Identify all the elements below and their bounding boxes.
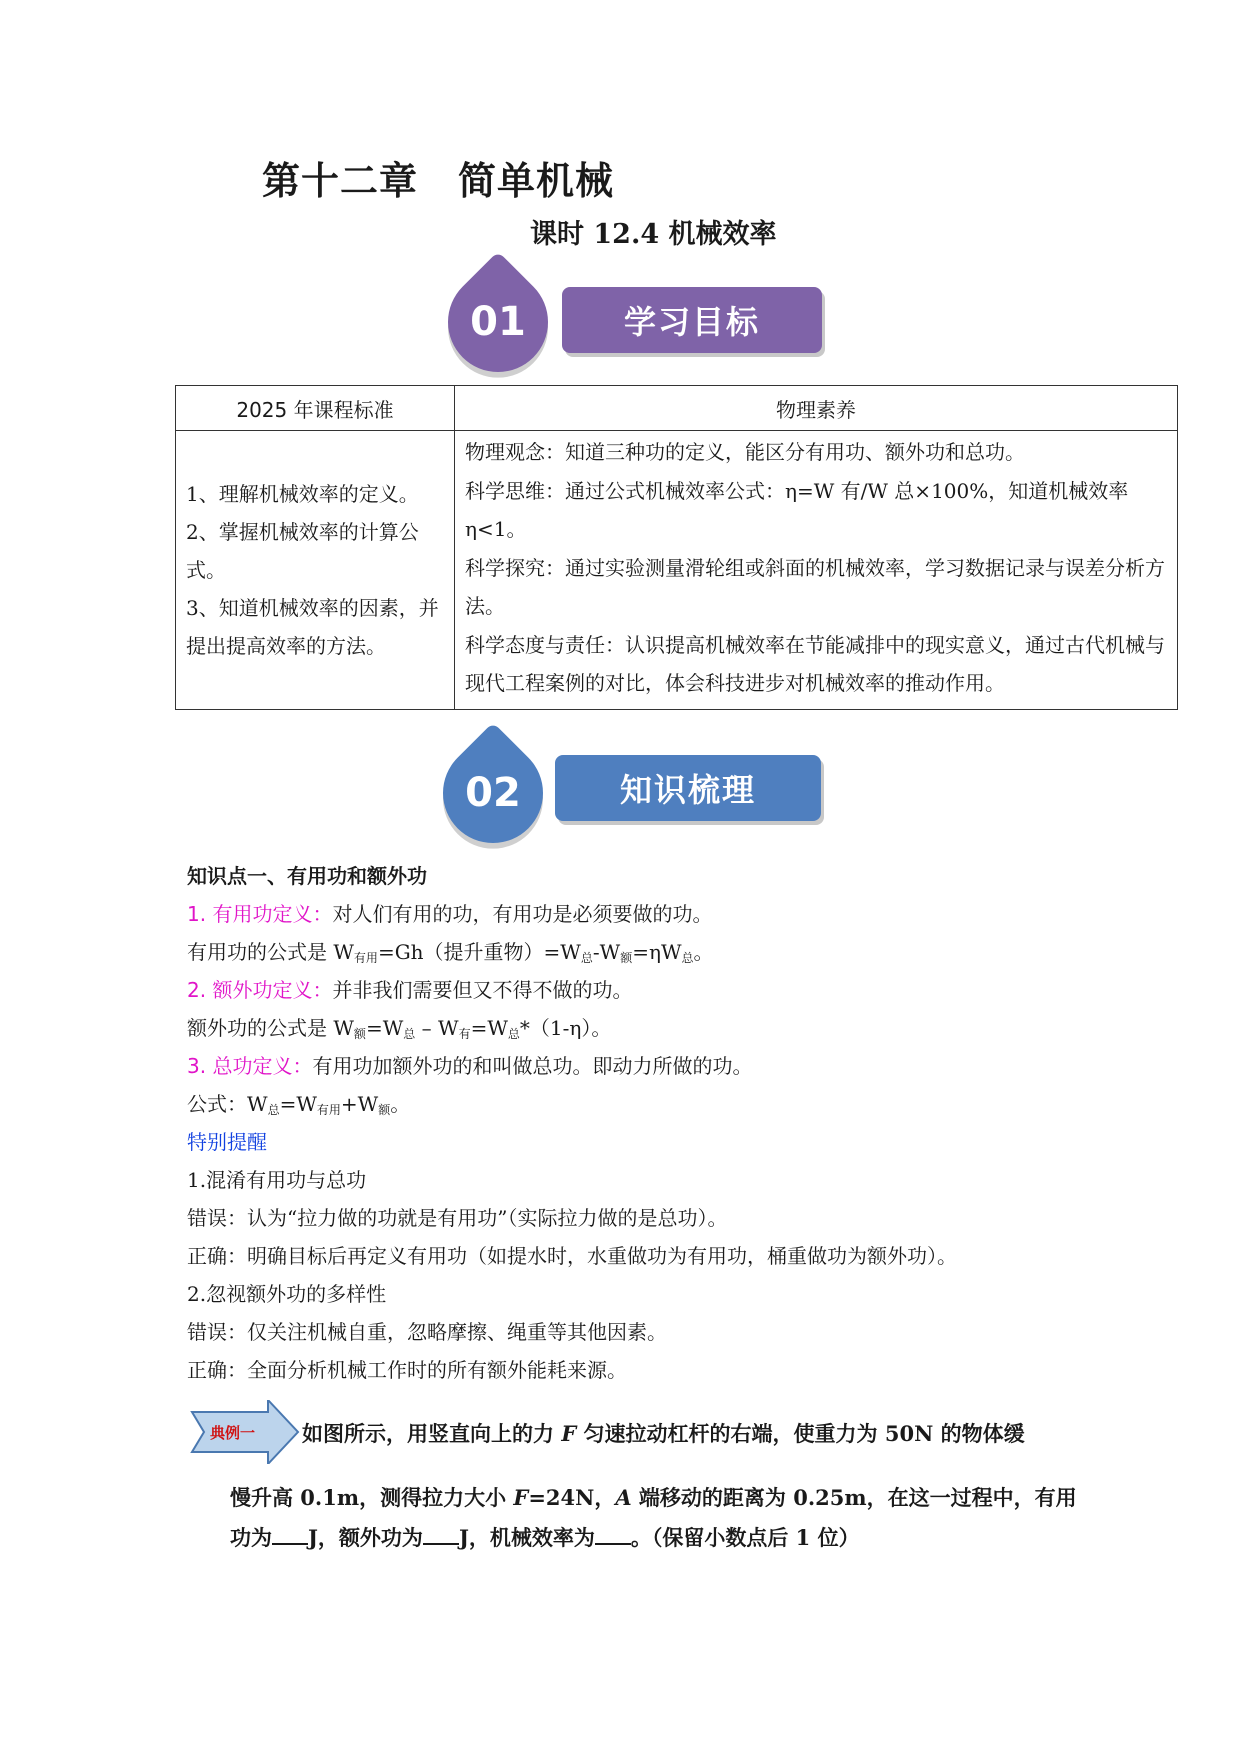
- standard-item: 3、知道机械效率的因素，并提出提高效率的方法。: [186, 595, 439, 658]
- reminder-item: 错误：仅关注机械自重，忽略摩擦、绳重等其他因素。: [187, 1320, 667, 1344]
- literacy-item: 科学探究：通过实验测量滑轮组或斜面的机械效率，学习数据记录与误差分析方法。: [465, 555, 1165, 618]
- example-line: 慢升高 0.1m，测得拉力大小 F=24N，A 端移动的距离为 0.25m，在这一过程中，有用: [230, 1485, 1077, 1510]
- header-literacy: 物理素养: [455, 386, 1178, 431]
- literacy-cell: [455, 431, 1178, 710]
- section-number: 01: [470, 299, 526, 345]
- standards-cell: [176, 431, 455, 710]
- reminder-item: 正确：全面分析机械工作时的所有额外能耗来源。: [187, 1358, 627, 1382]
- chapter-title: 第十二章 简单机械: [262, 159, 615, 203]
- section-number: 02: [465, 770, 521, 816]
- literacy-item: 科学态度与责任：认识提高机械效率在节能减排中的现实意义，通过古代机械与现代工程案例的对比，体会科技进步对机械效率的推动作用。: [465, 632, 1165, 695]
- section-banner-knowledge: [443, 743, 833, 843]
- answer-blank[interactable]: [272, 1523, 308, 1545]
- definition-total-work: 3. 总功定义：有用功加额外功的和叫做总功。即动力所做的功。: [187, 1054, 753, 1078]
- reminder-item: 错误：认为“拉力做的功就是有用功”（实际拉力做的是总功）。: [187, 1206, 728, 1230]
- formula-total-work: 公式：$W_总=W_{有用}+W_额$。: [187, 1092, 411, 1117]
- reminder-title: 特别提醒: [187, 1130, 267, 1154]
- objectives-table: [175, 385, 1178, 710]
- formula-extra-work: 额外功的公式是 $W_额=W_总 - W_有=W_总*(1-\eta)$。: [187, 1016, 612, 1041]
- reminder-item: 正确：明确目标后再定义有用功（如提水时，水重做功为有用功，桶重做功为额外功）。: [187, 1244, 957, 1268]
- literacy-item: 科学思维：通过公式机械效率公式：η=W 有/W 总×100%，知道机械效率η<1。: [465, 478, 1129, 541]
- example-tag: 典例一: [210, 1424, 256, 1442]
- literacy-item: 物理观念：知道三种功的定义，能区分有用功、额外功和总功。: [465, 440, 1025, 464]
- table-header-row: [176, 386, 1178, 431]
- answer-blank[interactable]: [595, 1523, 631, 1545]
- definition-useful-work: 1. 有用功定义：对人们有用的功，有用功是必须要做的功。: [187, 902, 713, 926]
- lesson-title: 课时 12.4 机械效率: [530, 219, 777, 250]
- formula-useful-work: 有用功的公式是 $W_{有用}=Gh$（提升重物）$=W_总-W_额=\eta W_总$。: [187, 940, 714, 965]
- reminder-item: 2.忽视额外功的多样性: [187, 1282, 387, 1306]
- knowledge-heading: 知识点一、有用功和额外功: [187, 864, 427, 888]
- section-label: 知识梳理: [555, 755, 821, 821]
- standard-item: 2、掌握机械效率的计算公式。: [186, 519, 419, 582]
- definition-extra-work: 2. 额外功定义：并非我们需要但又不得不做的功。: [187, 978, 633, 1002]
- section-label: 学习目标: [562, 287, 822, 353]
- answer-blank[interactable]: [423, 1523, 459, 1545]
- header-standard: 2025 年课程标准: [176, 386, 455, 431]
- example-line: 如图所示，用竖直向上的力 F 匀速拉动杠杆的右端，使重力为 50N 的物体缓: [302, 1421, 1025, 1446]
- example-line: 功为 J，额外功为 J，机械效率为 。（保留小数点后 1 位）: [230, 1525, 860, 1550]
- standard-item: 1、理解机械效率的定义。: [186, 481, 419, 506]
- section-banner-objectives: [448, 272, 828, 372]
- reminder-item: 1.混淆有用功与总功: [187, 1168, 367, 1192]
- table-row: [176, 431, 1178, 710]
